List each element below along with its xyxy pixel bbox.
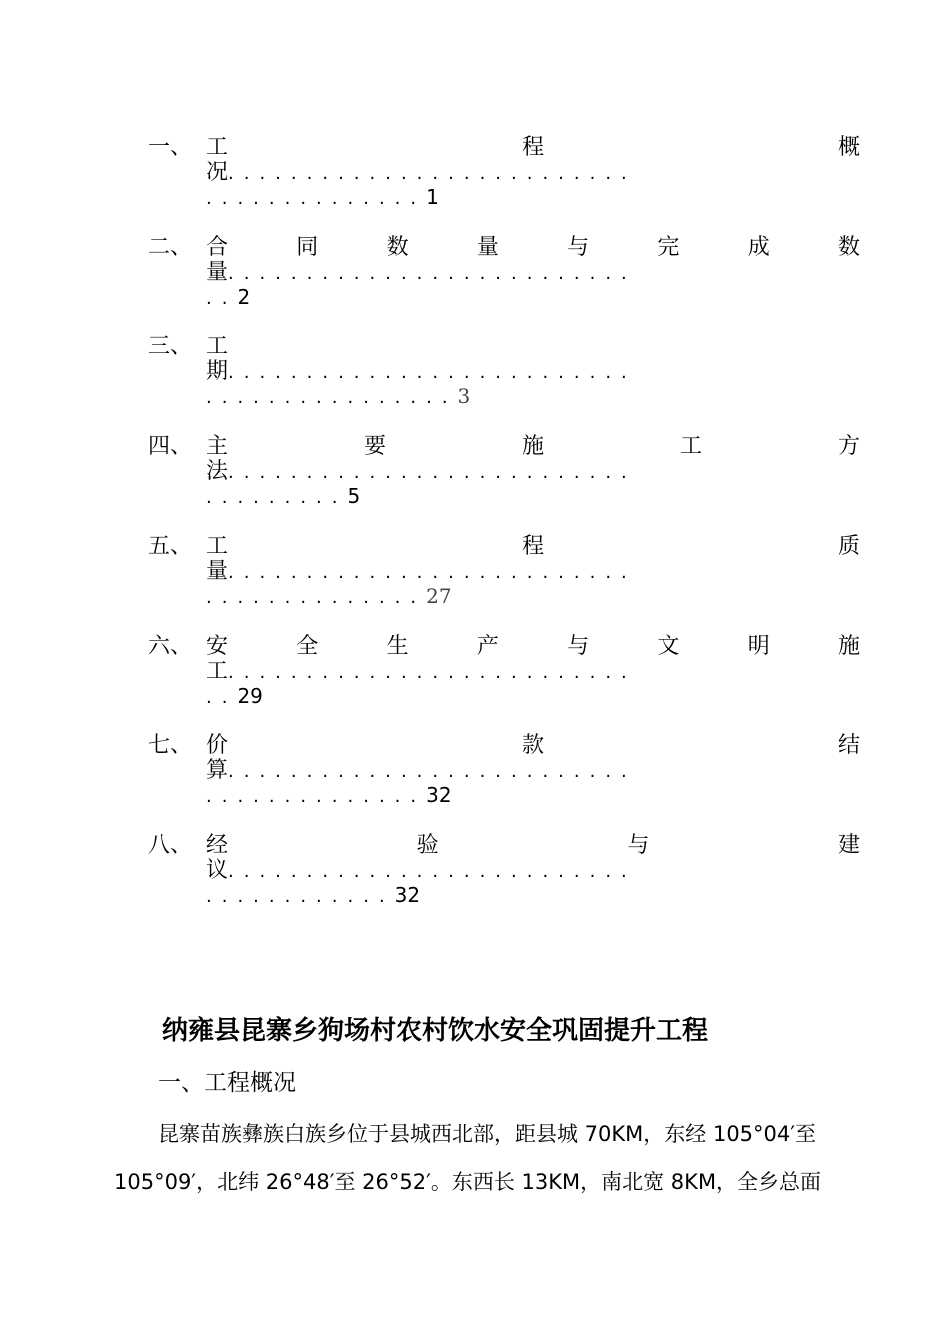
toc-title-char: 款 [521,733,544,759]
toc-title-char: 合 [206,234,229,260]
toc-leader-dots: .......................... [228,561,637,583]
toc-page-number[interactable]: 27 [426,583,452,608]
toc-title-char: 数 [386,234,409,260]
toc-page-number[interactable]: 2 [237,284,251,309]
toc-entry-title [206,435,860,459]
toc-title-char: 完 [657,234,680,260]
toc-entry-body [206,136,860,210]
toc-entry-page-line [206,384,860,409]
toc-title-char: 量 [206,259,229,285]
toc-entry-page-line [206,684,860,709]
toc-entry[interactable] [148,136,860,216]
toc-leader-dots: .......................... [228,262,637,284]
toc-entry-body [206,635,860,709]
toc-leader-dots: .......................... [228,860,637,882]
toc-entry-number: 二、 [148,234,193,260]
toc-page-number[interactable]: 32 [394,882,421,907]
toc-entry-title [206,136,860,160]
toc-page-number[interactable]: 32 [426,783,452,808]
toc-title-char: 算 [206,758,229,784]
toc-entry-page-line [206,783,860,808]
toc-entry-number: 六、 [148,633,193,659]
toc-title-char: 全 [296,633,319,659]
toc-title-char: 工 [206,658,229,684]
toc-entry-title [206,734,860,758]
toc-entry-title [206,236,860,260]
toc-title-char: 施 [837,633,860,659]
toc-title-char: 价 [206,733,229,759]
toc-title-char: 法 [206,459,229,485]
toc-title-char: 质 [837,533,860,559]
toc-page-number[interactable]: 5 [347,484,361,509]
toc-entry-page-line [206,584,860,609]
toc-title-char: 况 [206,160,229,185]
toc-entry[interactable] [148,834,860,914]
toc-title-char: 与 [567,633,590,659]
toc-entry[interactable] [148,335,860,415]
toc-leader-dots: .. [206,287,238,309]
toc-title-char: 工 [206,135,229,160]
toc-entry-title [206,535,860,559]
toc-page-number[interactable]: 1 [426,185,439,209]
toc-title-char: 安 [206,633,229,659]
toc-entry[interactable] [148,535,860,615]
toc-title-char: 工 [206,334,229,360]
paragraph-line: 昆寨苗族彝族白族乡位于县城西北部，距县城 70KM，东经 105°04′至 [158,1122,817,1146]
toc-leader-dots: .............. [206,786,427,808]
toc-leader-dots: ............ [206,885,395,907]
toc-leader-dots: .......................... [228,661,637,683]
toc-title-char: 建 [837,832,860,858]
toc-title-char: 与 [627,832,650,858]
toc-entry-number: 三、 [148,334,193,360]
toc-entry-page-line [206,883,860,908]
section-heading: 一、工程概况 [158,1070,296,1096]
toc-title-char: 结 [837,733,860,759]
toc-leader-dots: .......................... [228,462,637,484]
toc-entry-leader-line [206,758,860,783]
toc-title-char: 程 [521,135,544,160]
toc-title-char: 主 [206,434,229,460]
toc-entry[interactable] [148,435,860,515]
toc-title-char: 量 [476,234,499,260]
toc-leader-dots: .......................... [228,761,637,783]
toc-entry-number: 五、 [148,533,193,559]
toc-entry-leader-line [206,559,860,584]
toc-title-char: 议 [206,857,229,883]
toc-entry-page-line [206,285,860,310]
toc-title-char: 成 [747,234,770,260]
toc-leader-dots: .............. [206,586,427,608]
toc-entry-leader-line [206,359,860,384]
toc-title-char: 概 [837,135,860,160]
toc-title-char: 验 [416,832,439,858]
toc-title-char: 数 [837,234,860,260]
toc-page-number[interactable]: 29 [237,683,263,708]
toc-title-char: 工 [206,533,229,559]
toc-entry-number: 一、 [148,135,193,160]
toc-entry-body [206,734,860,808]
toc-entry-title [206,335,860,359]
toc-entry-title [206,635,860,659]
toc-title-char: 期 [206,359,229,385]
toc-entry-title [206,834,860,858]
toc-entry-body [206,834,860,908]
toc-entry-body [206,435,860,509]
toc-title-char: 经 [206,832,229,858]
toc-entry-leader-line [206,160,860,185]
toc-entry-body [206,335,860,409]
toc-title-char: 要 [363,434,386,460]
toc-title-char: 与 [567,234,590,260]
document-title: 纳雍县昆寨乡狗场村农村饮水安全巩固提升工程 [162,1016,709,1046]
toc-entry-number: 七、 [148,733,193,759]
toc-title-char: 施 [521,434,544,460]
toc-entry-number: 四、 [148,434,193,460]
toc-leader-dots: .. [206,686,238,708]
toc-entry-number: 八、 [148,832,193,858]
toc-entry-leader-line [206,260,860,285]
toc-entry-leader-line [206,659,860,684]
toc-title-char: 同 [296,234,319,260]
toc-leader-dots: ......... [206,487,348,509]
toc-entry-body [206,535,860,609]
toc-entry-leader-line [206,858,860,883]
toc-entry[interactable] [148,635,860,715]
toc-title-char: 方 [837,434,860,460]
toc-entry[interactable] [148,734,860,814]
toc-entry-page-line [206,484,860,509]
toc-entry[interactable] [148,236,860,316]
toc-entry-body [206,236,860,310]
toc-page-number[interactable]: 3 [457,384,471,409]
toc-title-char: 程 [521,533,544,559]
toc-title-char: 文 [657,633,680,659]
toc-leader-dots: .......................... [228,362,637,384]
toc-title-char: 生 [386,633,409,659]
toc-leader-dots: .............. [206,188,427,209]
toc-title-char: 明 [747,633,770,659]
toc-entry-leader-line [206,459,860,484]
toc-title-char: 产 [476,633,499,659]
toc-title-char: 量 [206,558,229,584]
toc-leader-dots: ................ [206,387,458,409]
toc-leader-dots: .......................... [228,163,637,184]
paragraph-line: 105°09′，北纬 26°48′至 26°52′。东西长 13KM，南北宽 8KM，全乡总面 [114,1170,822,1194]
toc-entry-page-line [206,185,860,210]
toc-title-char: 工 [679,434,702,460]
